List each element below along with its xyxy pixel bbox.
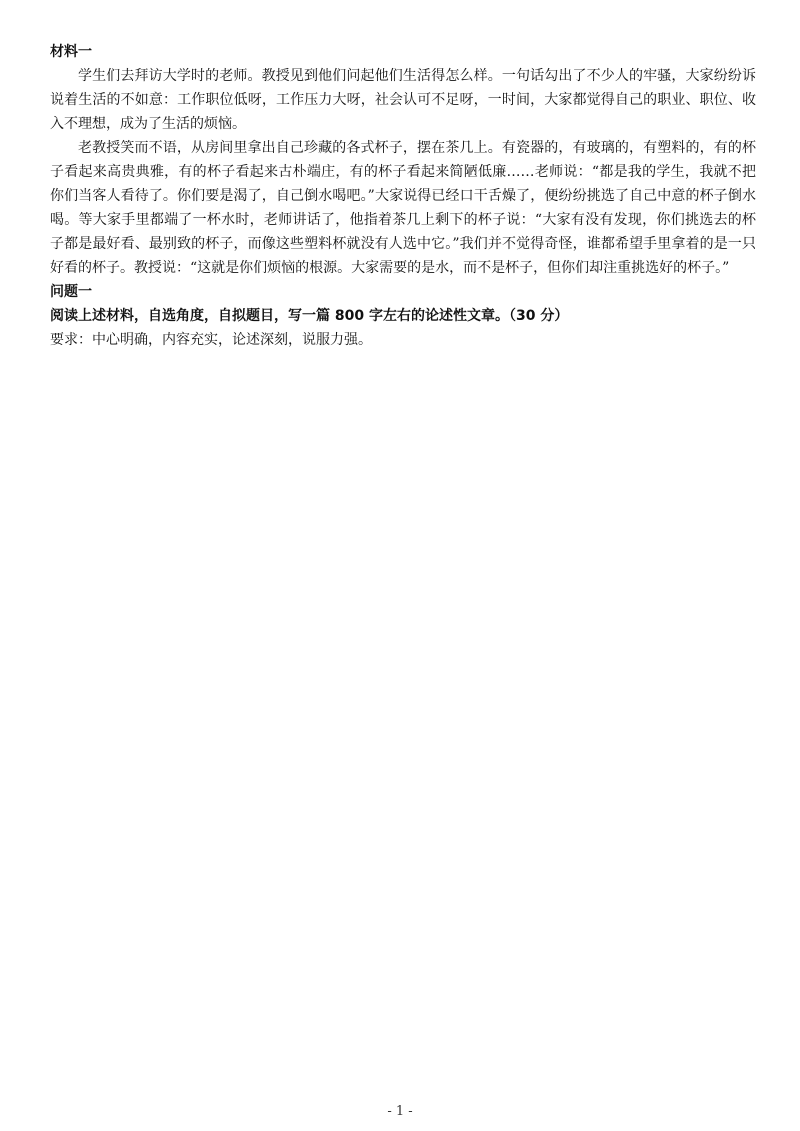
material-heading: 材料一 [50, 44, 92, 60]
material-paragraph-1: 学生们去拜访大学时的老师。教授见到他们问起他们生活得怎么样。一句话勾出了不少人的牢骚，大家纷纷诉说着生活的不如意：工作职位低呀，工作压力大呀，社会认可不足呀，一时间，大家都觉得自己的职业、职位、收入不理想，成为了生活的烦恼。 [50, 68, 756, 132]
document-page [50, 40, 756, 352]
page-number: - 1 - [387, 1104, 413, 1119]
material-paragraph-2: 老教授笑而不语，从房间里拿出自己珍藏的各式杯子，摆在茶几上。有瓷器的，有玻璃的，有塑料的，有的杯子看起来高贵典雅，有的杯子看起来古朴端庄，有的杯子看起来简陋低廉……老师说：“都是我的学生，我就不把你们当客人看待了。你们要是渴了，自己倒水喝吧。”大家说得已经口干舌燥了，便纷纷挑选了自己中意的杯子倒水喝。等大家手里都端了一杯水时，老师讲话了，他指着茶几上剩下的杯子说：“大家有没有发现，你们挑选去的杯子都是最好看、最别致的杯子，而像这些塑料杯就没有人选中它。”我们并不觉得奇怪，谁都希望手里拿着的是一只好看的杯子。教授说：“这就是你们烦恼的根源。大家需要的是水，而不是杯子，但你们却注重挑选好的杯子。” [50, 140, 756, 276]
question-prompt: 阅读上述材料，自选角度，自拟题目，写一篇 800 字左右的论述性文章。（30 分） [50, 308, 569, 324]
question-heading: 问题一 [50, 284, 92, 300]
question-requirement: 要求：中心明确，内容充实，论述深刻，说服力强。 [50, 332, 372, 348]
